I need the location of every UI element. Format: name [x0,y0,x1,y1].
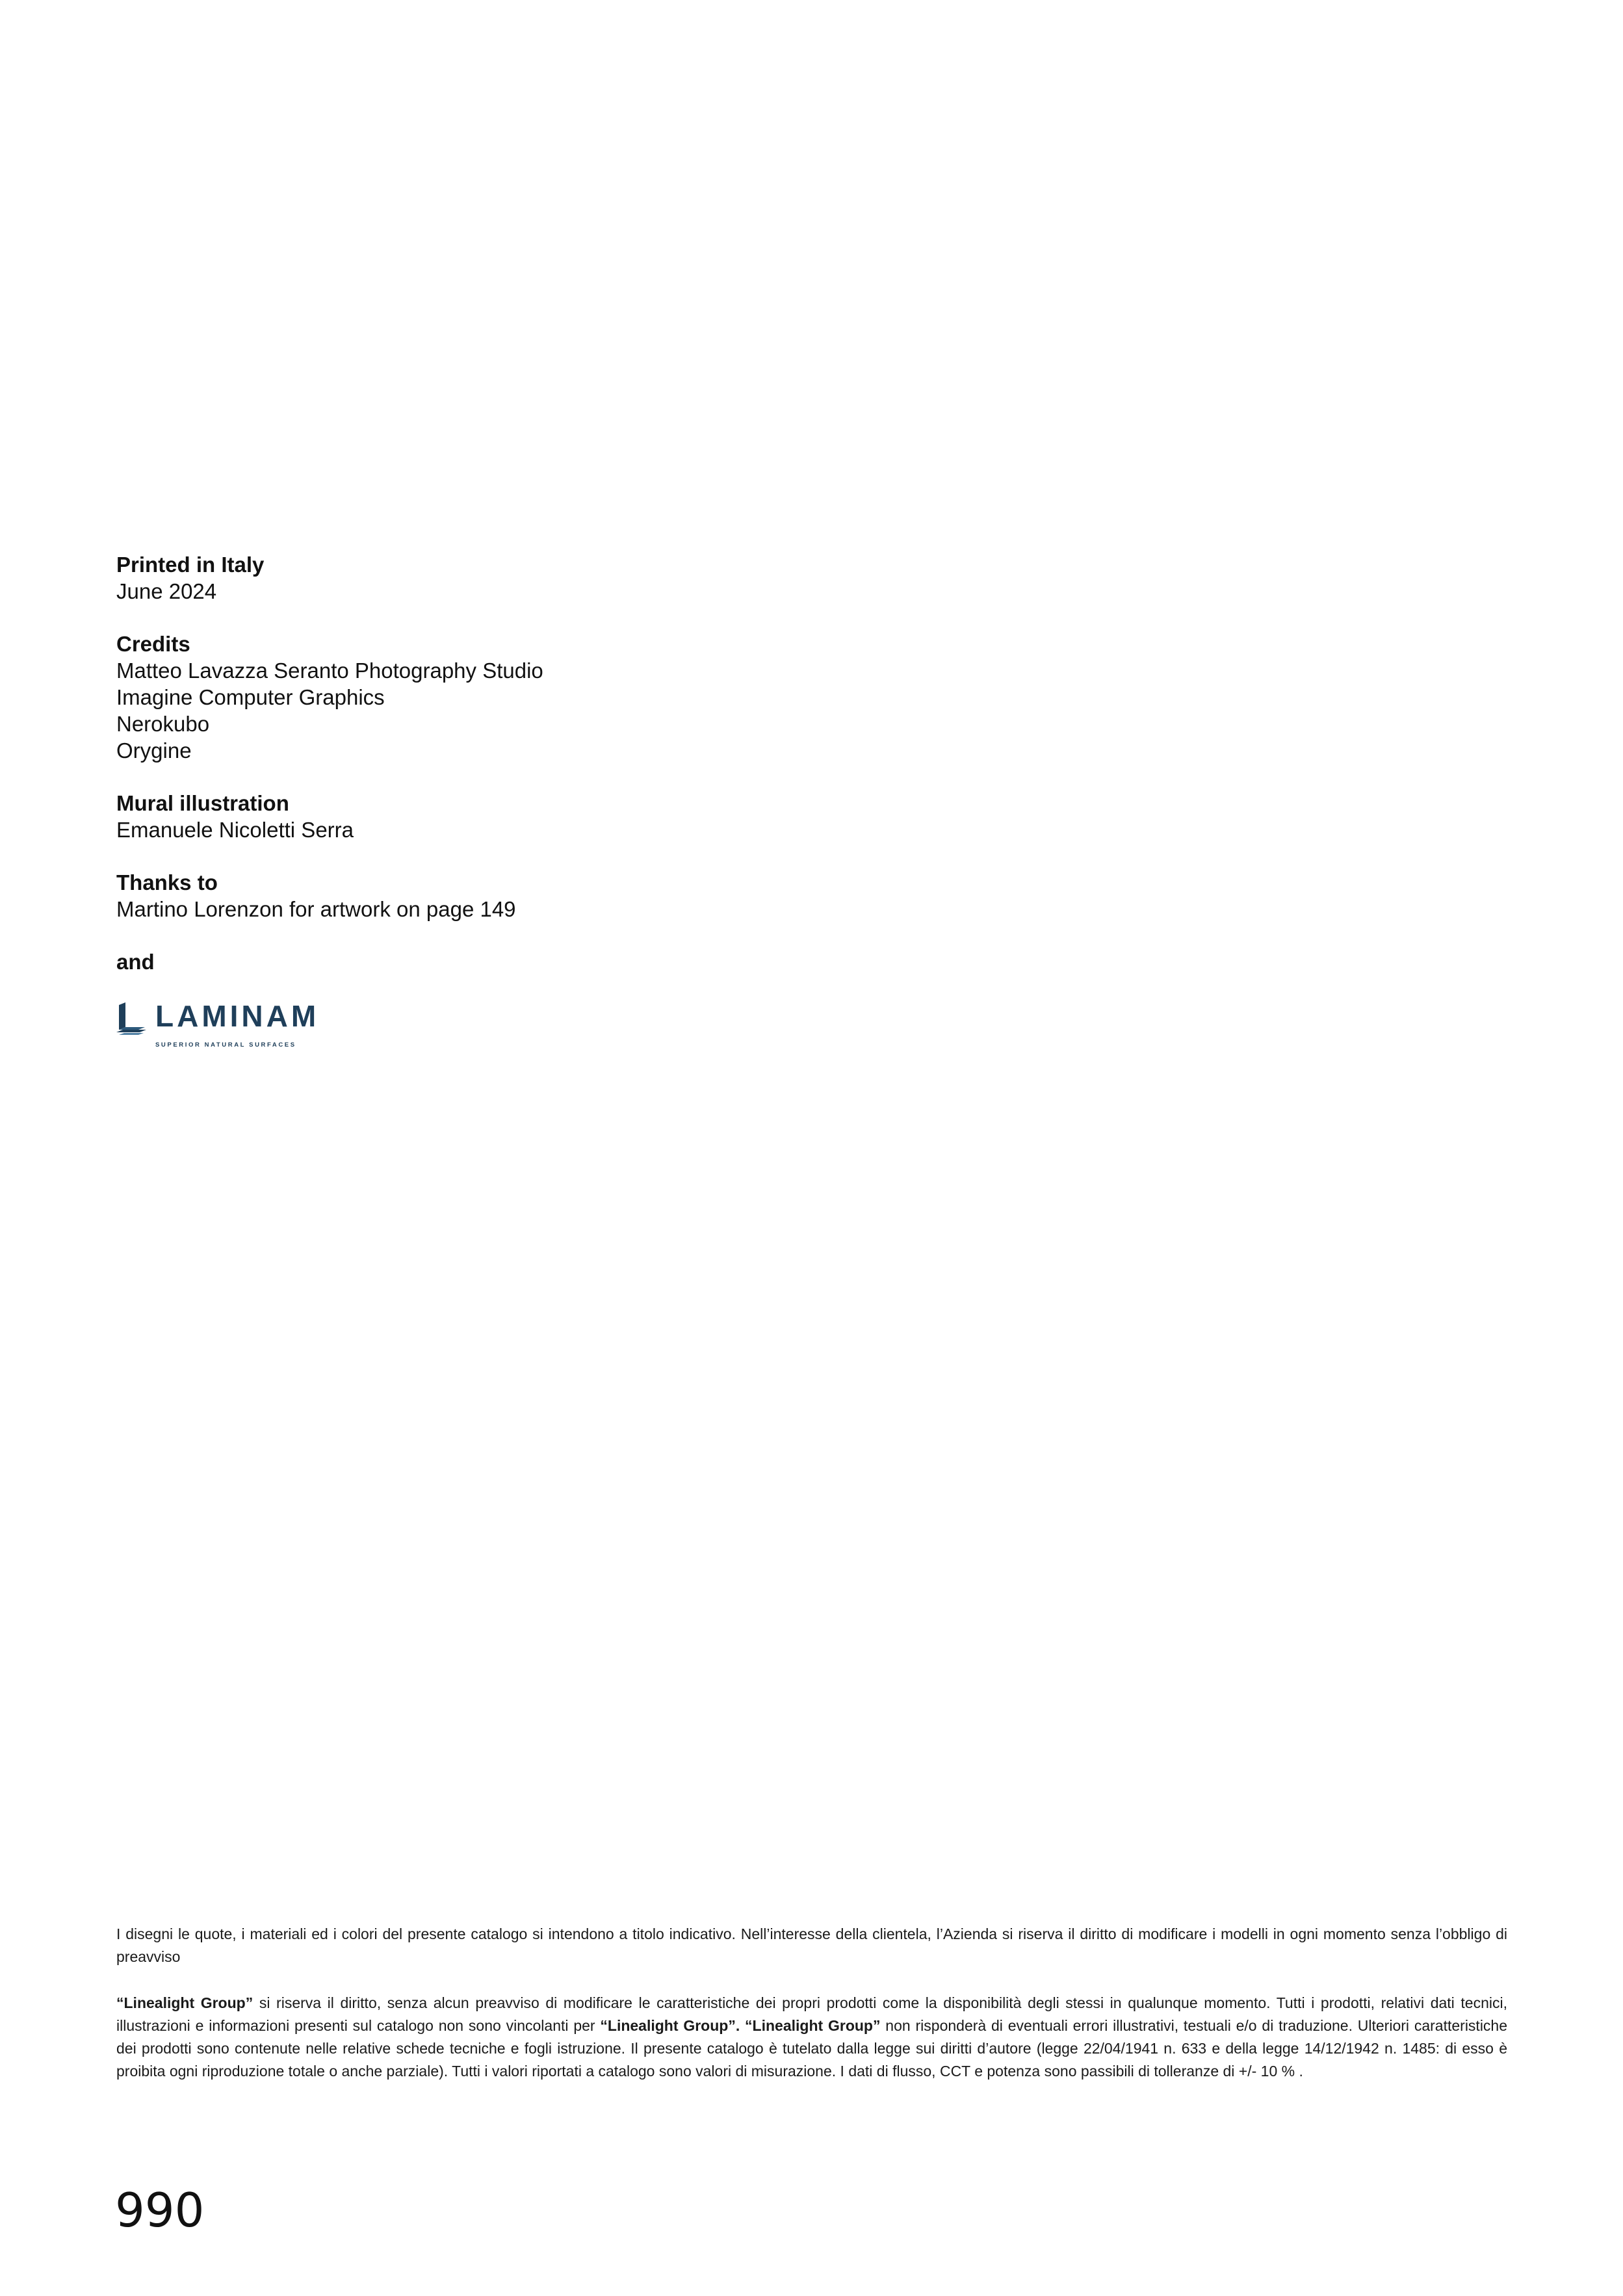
logo-text [155,999,320,1058]
and-label: and [116,950,155,974]
disclaimer-text [740,2017,745,2034]
brand-name: “Linealight Group” [745,2017,881,2034]
credit-line: Nerokubo [116,712,210,736]
credits-section [116,551,896,1049]
logo-tagline: SUPERIOR NATURAL SURFACES [155,1041,296,1049]
mural-block [116,790,896,843]
print-date: June 2024 [116,579,217,603]
page-number: 990 [115,2183,205,2237]
printed-block [116,551,896,605]
disclaimer-text: non risponderà di eventuali errori illustrativi, testuali e/o di traduzione. Ulteriori caratteristiche dei prodotti sono contenute nelle relative schede tecniche e fogli istruzione. Il presente catalogo è tutelato dalla legge sui diritti d’autore (legge 22/04/1941 n. 633 e della legge 14/12/1942 n. 1485: di esso è proibita ogni riproduzione totale o anche parziale). Tutti i valori riportati a catalogo sono valori di misurazione. I dati di flusso, CCT e potenza sono passibili di tolleranze di +/- 10 % . [116,2017,1508,2080]
mural-heading: Mural illustration [116,791,289,815]
disclaimer-paragraph-2 [116,1992,1507,2083]
thanks-heading: Thanks to [116,870,218,894]
thanks-block [116,869,896,922]
credit-line: Orygine [116,738,192,763]
brand-name: “Linealight Group”. [600,2017,740,2034]
credits-block [116,631,896,764]
printed-heading: Printed in Italy [116,553,265,577]
thanks-text: Martino Lorenzon for artwork on page 149 [116,897,516,921]
laminam-mark-icon [116,1002,146,1036]
disclaimer-text: si riserva il diritto, senza alcun preavviso di modificare le caratteristiche dei propri prodotti come la disponibilità degli stessi in qualunque momento. Tutti i prodotti, relativi dati tecnici, illustrazioni e informazioni presenti sul catalogo non sono vincolanti per [116,1994,1507,2034]
mural-artist: Emanuele Nicoletti Serra [116,818,354,842]
laminam-logo [116,999,896,1049]
legal-disclaimer [116,1923,1507,2106]
credit-line: Imagine Computer Graphics [116,685,385,709]
disclaimer-paragraph-1: I disegni le quote, i materiali ed i colori del presente catalogo si intendono a titolo indicativo. Nell’interesse della clientela, l’Azienda si riserva il diritto di modificare i modelli in ogni momento senza l’obbligo di preavviso [116,1925,1507,1965]
brand-name: “Linealight Group” [116,1994,253,2011]
credit-line: Matteo Lavazza Seranto Photography Studio [116,659,543,683]
logo-wordmark: LAMINAM [155,999,320,1033]
credits-heading: Credits [116,632,190,656]
